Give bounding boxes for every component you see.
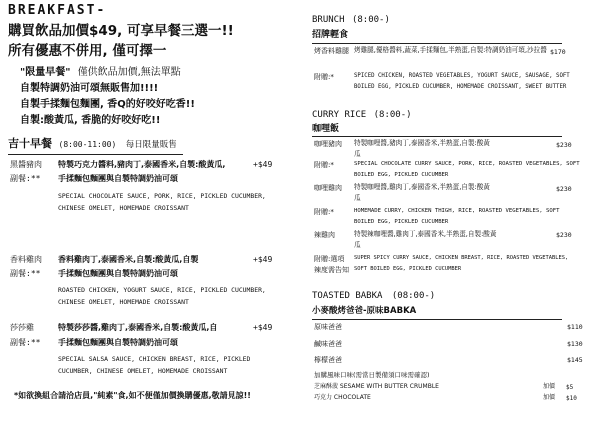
right-page <box>300 0 600 425</box>
curry-item-price: $230 <box>556 231 572 239</box>
curry-item-name: 咖哩雞肉 <box>314 184 342 192</box>
babka-title: TOASTED BABKA <box>312 291 383 301</box>
side-desc: 手揉麵包麵團與自製特調奶油可頌 <box>58 174 178 183</box>
brunch-title: BRUNCH <box>312 15 345 25</box>
curry-item-desc-2: 瓜 <box>354 150 361 158</box>
addon-label: 加價 <box>543 394 556 401</box>
menu-item-english-1: SPECIAL SALSA SAUCE, CHICKEN BREAST, RICE, PICKLED <box>58 355 251 363</box>
menu-item-english-2: CHINESE OMELET, HOMEMADE CROISSANT <box>58 204 189 212</box>
curry-english-1: SPECIAL CHOCOLATE CURRY SAUCE, PORK, RICE, ROASTED VEGETABLES, SOFT <box>354 161 580 167</box>
combo-note: 每日限量販售 <box>125 140 177 150</box>
menu-item-desc: 特製莎莎醬,雞肉丁,泰國香米,自製:酸黃瓜,自 <box>58 323 218 332</box>
brunch-item-desc: 烤雞腿,優格醬料,蔬菜,手揉麵包,半熟蛋,自製:特調奶油可頌,沙拉醬 <box>354 46 547 54</box>
curry-title: CURRY RICE <box>312 110 367 120</box>
menu-item-english-1: SPECIAL CHOCOLATE SAUCE, PORK, RICE, PICKLED CUCUMBER, <box>58 192 266 200</box>
menu-item-name: 香料雞肉 <box>10 255 42 264</box>
curry-item-desc-2: 瓜 <box>354 241 361 249</box>
promo-line-6: 自製:酸黃瓜, 香脆的好咬好吃!! <box>20 115 161 126</box>
curry-side-label: 附贈:選項 <box>314 255 345 263</box>
curry-item-desc: 特製咖哩醬,豬肉丁,泰國香米,半熟蛋,自製:酸黃 <box>354 139 490 147</box>
menu-item-english-1: ROASTED CHICKEN, YOGURT SAUCE, RICE, PICKLED CUCUMBER, <box>58 286 266 294</box>
limited-breakfast-note: 僅供飲品加價,無法單點 <box>77 67 181 78</box>
curry-item-price: $230 <box>556 185 572 193</box>
brunch-divider <box>312 43 562 44</box>
promo-line-2: 所有優惠不併用, 僅可擇一 <box>8 43 167 59</box>
babka-time: (08:00-) <box>391 291 436 301</box>
curry-header <box>312 110 412 120</box>
curry-item-desc: 特製咖哩醬,雞肉丁,泰國香米,半熟蛋,自製:酸黃 <box>354 183 490 191</box>
menu-item-name: 黑醬豬肉 <box>10 160 42 169</box>
curry-item-desc: 特製辣咖哩醬,雞肉丁,泰國香米,半熟蛋,自製:酸黃 <box>354 230 497 238</box>
babka-item-price: $130 <box>567 340 583 348</box>
brunch-header <box>312 15 390 25</box>
brunch-subtitle: 招牌輕食 <box>312 30 349 40</box>
brunch-time: (8:00-) <box>351 15 390 25</box>
brunch-english-1: SPICED CHICKEN, ROASTED VEGETABLES, YOGURT SAUCE, SAUSAGE, SOFT <box>354 73 570 79</box>
menu-item-english-2: CUCUMBER, CHINESE OMELET, HOMEMADE CROISSANT <box>58 367 228 375</box>
addon-price: $5 <box>566 384 574 391</box>
promo-line-3 <box>20 67 181 79</box>
curry-subtitle: 咖哩飯 <box>312 124 340 134</box>
curry-side-label: 附贈:* <box>314 208 334 216</box>
curry-item-name: 咖哩豬肉 <box>314 140 342 148</box>
promo-line-4: 自製特調奶油可頌無販售加!!!! <box>20 83 159 94</box>
curry-english-1: SUPER SPICY CURRY SAUCE, CHICKEN BREAST, RICE, ROASTED VEGETABLES, <box>354 255 569 261</box>
addon-price: $10 <box>566 395 577 402</box>
curry-item-desc-2: 瓜 <box>354 194 361 202</box>
babka-subtitle: 小麥酸烤爸爸-原味BABKA <box>312 306 417 316</box>
curry-divider <box>312 136 562 137</box>
curry-english-2: BOILED EGG, PICKLED CUCUMBER <box>354 219 449 225</box>
combo-divider <box>8 154 183 155</box>
brunch-english-2: BOILED EGG, PICKLED CUCUMBER, HOMEMADE CROISSANT, SWEET BUTTER <box>354 84 567 90</box>
curry-english-1: HOMEMADE CURRY, CHICKEN THIGH, RICE, ROASTED VEGETABLES, SOFT <box>354 208 560 214</box>
addon-title: 加購風味口味(需當日製備須口味需確認) <box>314 371 430 379</box>
babka-divider <box>312 319 562 320</box>
babka-item-name: 原味爸爸 <box>314 323 342 331</box>
brunch-item-name: 烤香料雞腿 <box>314 47 349 55</box>
breakfast-title: BREAKFAST- <box>8 3 107 18</box>
side-label: 副餐:** <box>10 338 41 347</box>
menu-item-price: +$49 <box>253 255 273 264</box>
promo-line-5: 自製手揉麵包麵團, 香Q的好咬好吃香!! <box>20 99 195 110</box>
combo-title: 吉十早餐 <box>8 137 52 150</box>
combo-time: (8:00-11:00) <box>58 140 117 149</box>
menu-item-price: +$49 <box>253 160 273 169</box>
addon-label: 加價 <box>543 383 556 390</box>
limited-breakfast-label: "限量早餐" <box>20 67 71 78</box>
menu-item-desc: 香料雞肉丁,泰國香米,自製:酸黃瓜,自製 <box>58 255 199 264</box>
curry-side-label-2: 辣度需告知 <box>314 266 349 274</box>
curry-item-price: $230 <box>556 141 572 149</box>
side-label: 副餐:** <box>10 269 41 278</box>
curry-time: (8:00-) <box>373 110 412 120</box>
menu-item-desc: 特製巧克力醬料,豬肉丁,泰國香米,自製:酸黃瓜, <box>58 160 226 169</box>
menu-item-price: +$49 <box>253 323 273 332</box>
brunch-item-price: $170 <box>550 48 566 56</box>
babka-item-name: 檸檬爸爸 <box>314 356 342 364</box>
menu-item-english-2: CHINESE OMELET, HOMEMADE CROISSANT <box>58 298 189 306</box>
side-desc: 手揉麵包麵團與自製特調奶油可頌 <box>58 338 178 347</box>
babka-header <box>312 291 435 301</box>
curry-english-2: BOILED EGG, PICKLED CUCUMBER <box>354 172 449 178</box>
combo-header <box>8 138 177 151</box>
side-desc: 手揉麵包麵團與自製特調奶油可頌 <box>58 269 178 278</box>
footer-note: *如欲換組合請洽店員,"純素"食,如不便僅加價換購優惠,敬請見諒!! <box>14 391 251 400</box>
babka-item-name: 鹹味爸爸 <box>314 340 342 348</box>
side-label: 副餐:** <box>10 174 41 183</box>
addon-name: 芝麻酥菠 SESAME WITH BUTTER CRUMBLE <box>314 383 439 390</box>
babka-item-price: $110 <box>567 323 583 331</box>
curry-english-2: SOFT BOILED EGG, PICKLED CUCUMBER <box>354 266 462 272</box>
curry-item-name: 辣雞肉 <box>314 231 335 239</box>
brunch-side-label: 附贈:* <box>314 73 334 81</box>
babka-item-price: $145 <box>567 356 583 364</box>
addon-name: 巧克力 CHOCOLATE <box>314 394 371 401</box>
menu-item-name: 莎莎雞 <box>10 323 34 332</box>
promo-line-1: 購買飲品加價$49, 可享早餐三選一!! <box>8 23 234 39</box>
curry-side-label: 附贈:* <box>314 161 334 169</box>
